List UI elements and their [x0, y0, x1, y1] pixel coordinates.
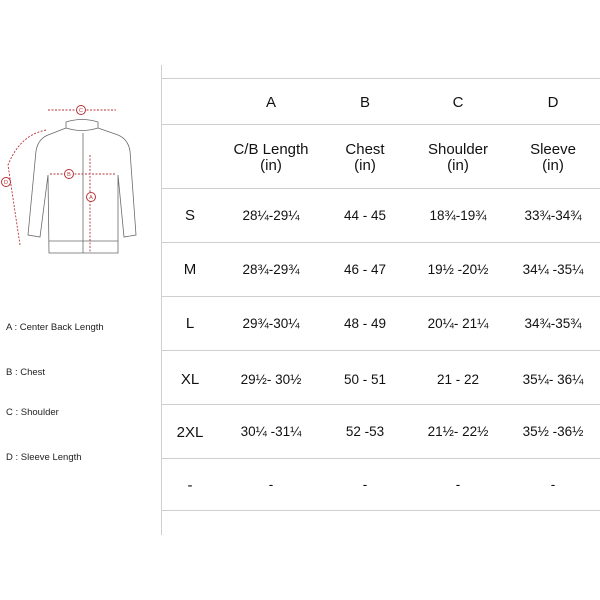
cell-cb-length: 28¼-29¼	[242, 208, 300, 223]
header-sleeve-unit: (in)	[542, 157, 564, 174]
cell-sleeve: 34¼ -35¼	[522, 262, 584, 277]
cell-shoulder: 20¼- 21¼	[427, 316, 489, 331]
cell-shoulder: 18¾-19¾	[429, 208, 487, 223]
header-letter-a: A	[265, 94, 276, 111]
header-shoulder-unit: (in)	[447, 157, 469, 174]
header-cb-length-name: C/B Length	[233, 141, 309, 158]
cell-sleeve: -	[550, 477, 556, 492]
cell-chest: 48 - 49	[343, 316, 387, 331]
header-cb-length-unit: (in)	[260, 157, 282, 174]
header-shoulder-name: Shoulder	[427, 141, 489, 158]
cell-chest: -	[362, 477, 368, 492]
cell-sleeve: 35¼- 36¼	[522, 372, 584, 387]
marker-d-label: D	[4, 180, 8, 186]
header-cb-length	[221, 142, 321, 174]
header-chest	[315, 142, 415, 174]
marker-c-label: C	[79, 108, 83, 114]
cell-shoulder: 21½- 22½	[427, 424, 489, 439]
marker-b-label: B	[67, 172, 71, 178]
cell-chest: 46 - 47	[343, 262, 387, 277]
cell-shoulder: -	[455, 477, 461, 492]
cell-cb-length: 30¼ -31¼	[240, 424, 302, 439]
row-divider	[162, 350, 600, 351]
size-label: 2XL	[176, 424, 204, 441]
header-letter-c: C	[452, 94, 464, 111]
table-top-border	[162, 78, 600, 79]
header-chest-unit: (in)	[354, 157, 376, 174]
cell-cb-length: -	[268, 477, 274, 492]
cell-chest: 50 - 51	[343, 372, 387, 387]
cell-cb-length: 29¾-30¼	[242, 316, 300, 331]
row-divider	[162, 404, 600, 405]
header-sleeve-name: Sleeve	[530, 141, 576, 158]
size-label: L	[185, 315, 195, 332]
cell-cb-length: 29½- 30½	[240, 372, 302, 387]
legend-sleeve-length: D : Sleeve Length	[6, 452, 82, 463]
cell-chest: 52 -53	[345, 424, 385, 439]
row-divider	[162, 188, 600, 189]
shirt-sketch	[28, 120, 136, 254]
row-divider	[162, 242, 600, 243]
legend-center-back-length: A : Center Back Length	[6, 322, 104, 333]
table-bottom-border	[162, 510, 600, 511]
measurement-lines	[8, 110, 116, 253]
cell-cb-length: 28¾-29¾	[242, 262, 300, 277]
header-divider	[162, 124, 600, 125]
header-sleeve	[503, 142, 600, 174]
marker-a-label: A	[89, 195, 93, 201]
size-label: XL	[180, 371, 200, 388]
row-divider	[162, 296, 600, 297]
table-left-border	[161, 65, 162, 535]
cell-sleeve: 33¾-34¾	[524, 208, 582, 223]
garment-measurement-diagram	[0, 95, 150, 265]
legend-chest: B : Chest	[6, 367, 46, 378]
size-label: M	[183, 261, 197, 278]
header-letter-d: D	[547, 94, 559, 111]
cell-chest: 44 - 45	[343, 208, 387, 223]
size-label: S	[184, 207, 195, 224]
header-chest-name: Chest	[345, 141, 385, 158]
legend-shoulder: C : Shoulder	[6, 407, 59, 418]
header-letter-b: B	[359, 94, 370, 111]
header-shoulder	[408, 142, 508, 174]
size-label: -	[187, 477, 193, 494]
cell-shoulder: 19½ -20½	[427, 262, 489, 277]
cell-sleeve: 34¾-35¾	[524, 316, 582, 331]
cell-shoulder: 21 - 22	[436, 372, 480, 387]
row-divider	[162, 458, 600, 459]
cell-sleeve: 35½ -36½	[522, 424, 584, 439]
